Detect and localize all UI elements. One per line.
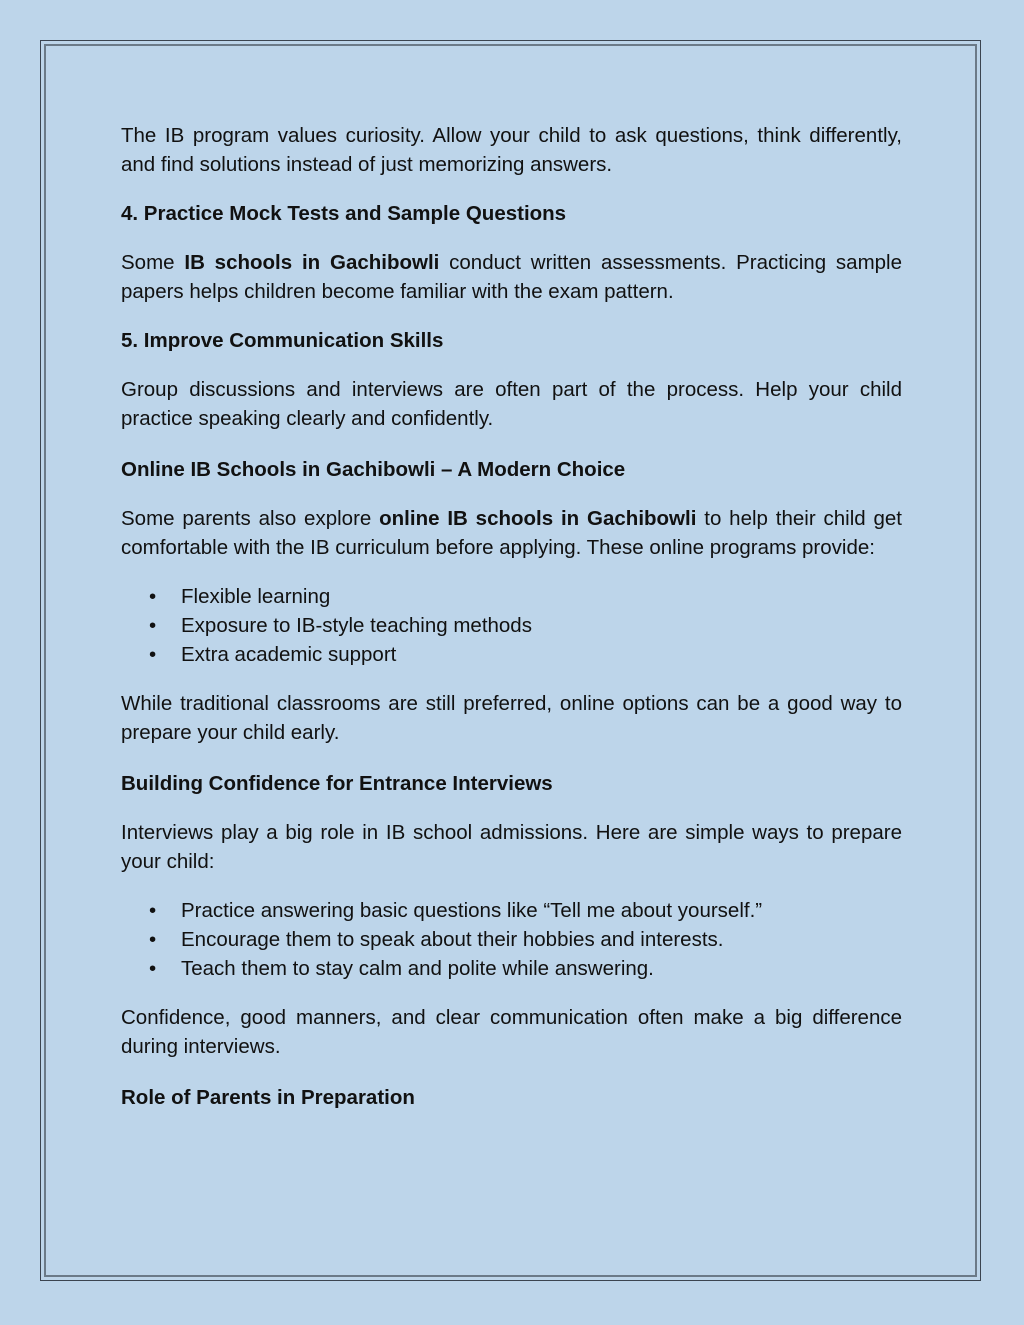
interview-tips-list bbox=[121, 896, 902, 983]
heading-mock-tests: 4. Practice Mock Tests and Sample Questions bbox=[121, 202, 567, 225]
list-item-text: Flexible learning bbox=[181, 585, 331, 608]
list-item bbox=[121, 925, 902, 954]
bullet-icon: • bbox=[149, 585, 157, 608]
paragraph-traditional: While traditional classrooms are still preferred, online options can be a good way to prepare your child early. bbox=[121, 692, 902, 744]
bullet-icon: • bbox=[149, 928, 157, 951]
heading-parents-role: Role of Parents in Preparation bbox=[121, 1086, 415, 1109]
list-item bbox=[121, 640, 902, 669]
heading-online-schools: Online IB Schools in Gachibowli – A Modern Choice bbox=[121, 458, 626, 481]
text: Some bbox=[121, 251, 185, 274]
list-item bbox=[121, 896, 902, 925]
heading-interviews: Building Confidence for Entrance Interviews bbox=[121, 772, 553, 795]
bullet-icon: • bbox=[149, 899, 157, 922]
list-item bbox=[121, 611, 902, 640]
bold-keyword: online IB schools in Gachibowli bbox=[379, 507, 697, 530]
paragraph-confidence: Confidence, good manners, and clear communication often make a big difference during interviews. bbox=[121, 1006, 902, 1058]
list-item-text: Practice answering basic questions like “Tell me about yourself.” bbox=[181, 899, 763, 922]
bullet-icon: • bbox=[149, 643, 157, 666]
paragraph-online bbox=[121, 504, 902, 562]
text: to help their child get comfortable with the IB curriculum before applying. These online programs provide: bbox=[121, 507, 903, 559]
text: conduct written assessments. Practicing sample papers helps children become familiar with the exam pattern. bbox=[121, 251, 902, 303]
text: Some parents also explore bbox=[121, 507, 380, 530]
list-item bbox=[121, 582, 902, 611]
list-item-text: Extra academic support bbox=[181, 643, 397, 666]
document-body bbox=[121, 121, 902, 1112]
paragraph-assessments bbox=[121, 248, 902, 306]
paragraph-discussions: Group discussions and interviews are often part of the process. Help your child practice speaking clearly and confidently. bbox=[121, 378, 902, 430]
list-item-text: Teach them to stay calm and polite while answering. bbox=[181, 957, 654, 980]
bold-keyword: IB schools in Gachibowli bbox=[184, 251, 440, 274]
list-item-text: Encourage them to speak about their hobbies and interests. bbox=[181, 928, 724, 951]
paragraph-curiosity: The IB program values curiosity. Allow your child to ask questions, think differently, and find solutions instead of just memorizing answers. bbox=[121, 124, 902, 176]
online-benefits-list bbox=[121, 582, 902, 669]
bullet-icon: • bbox=[149, 957, 157, 980]
paragraph-interviews: Interviews play a big role in IB school admissions. Here are simple ways to prepare your child: bbox=[121, 821, 902, 873]
list-item bbox=[121, 954, 902, 983]
bullet-icon: • bbox=[149, 614, 157, 637]
list-item-text: Exposure to IB-style teaching methods bbox=[181, 614, 532, 637]
heading-communication: 5. Improve Communication Skills bbox=[121, 329, 444, 352]
